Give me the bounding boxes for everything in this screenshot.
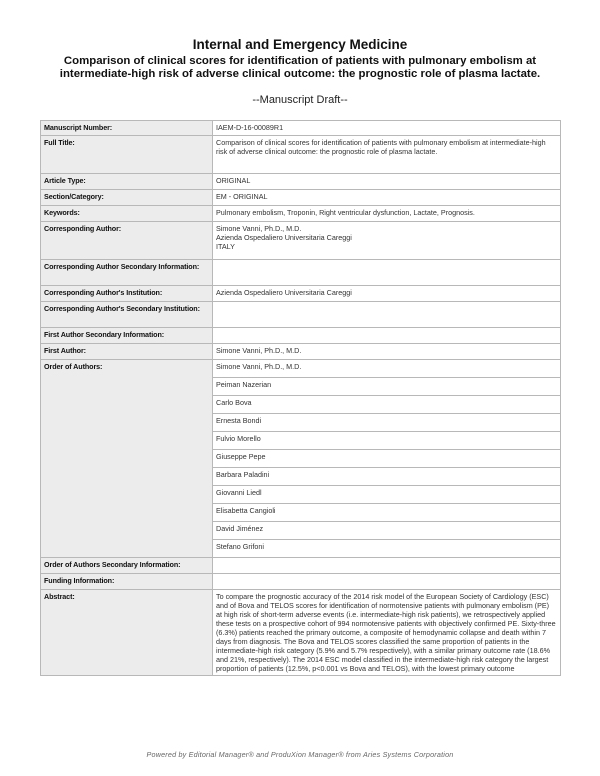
value-keywords: Pulmonary embolism, Troponin, Right ventricular dysfunction, Lactate, Prognosis. bbox=[213, 206, 561, 222]
author-name: Elisabetta Cangioli bbox=[213, 504, 561, 522]
row-first-author-secondary bbox=[41, 328, 561, 344]
value-manuscript-number: IAEM-D-16-00089R1 bbox=[213, 121, 561, 136]
label-order-of-authors: Order of Authors: bbox=[41, 360, 213, 558]
row-manuscript-number bbox=[41, 121, 561, 136]
label-corr-secondary: Corresponding Author Secondary Information: bbox=[41, 260, 213, 286]
submission-details-table bbox=[40, 120, 561, 676]
row-section bbox=[41, 190, 561, 206]
row-first-author bbox=[41, 344, 561, 360]
label-manuscript-number: Manuscript Number: bbox=[41, 121, 213, 136]
author-name: Giuseppe Pepe bbox=[213, 450, 561, 468]
author-name: Stefano Grifoni bbox=[213, 540, 561, 558]
label-order-secondary: Order of Authors Secondary Information: bbox=[41, 558, 213, 574]
author-name: Simone Vanni, Ph.D., M.D. bbox=[213, 360, 561, 378]
label-corr-institution: Corresponding Author's Institution: bbox=[41, 286, 213, 302]
label-first-author-secondary: First Author Secondary Information: bbox=[41, 328, 213, 344]
author-name: David Jiménez bbox=[213, 522, 561, 540]
label-abstract: Abstract: bbox=[41, 590, 213, 676]
value-funding bbox=[213, 574, 561, 590]
value-corr-secondary bbox=[213, 260, 561, 286]
label-first-author: First Author: bbox=[41, 344, 213, 360]
label-keywords: Keywords: bbox=[41, 206, 213, 222]
journal-name: Internal and Emergency Medicine bbox=[192, 37, 408, 52]
corr-author-institution: Azienda Ospedaliero Universitaria Careggi bbox=[216, 233, 352, 242]
label-full-title: Full Title: bbox=[41, 136, 213, 174]
footer-credit: Powered by Editorial Manager® and ProduXion Manager® from Aries Systems Corporation bbox=[146, 750, 454, 759]
row-corr-secondary bbox=[41, 260, 561, 286]
value-corr-inst-secondary bbox=[213, 302, 561, 328]
row-full-title bbox=[41, 136, 561, 174]
label-article-type: Article Type: bbox=[41, 174, 213, 190]
row-corresponding-author bbox=[41, 222, 561, 260]
label-corr-inst-secondary: Corresponding Author's Secondary Institution: bbox=[41, 302, 213, 328]
corr-author-name: Simone Vanni, Ph.D., M.D. bbox=[216, 224, 302, 233]
corr-author-country: ITALY bbox=[216, 242, 235, 251]
value-article-type: ORIGINAL bbox=[213, 174, 561, 190]
author-name: Fulvio Morello bbox=[213, 432, 561, 450]
label-section: Section/Category: bbox=[41, 190, 213, 206]
draft-label: --Manuscript Draft-- bbox=[252, 94, 348, 106]
value-order-secondary bbox=[213, 558, 561, 574]
value-first-author: Simone Vanni, Ph.D., M.D. bbox=[213, 344, 561, 360]
value-full-title: Comparison of clinical scores for identification of patients with pulmonary embolism at intermediate-high risk of adverse clinical outcome: the prognostic role of plasma lactate. bbox=[213, 136, 561, 174]
author-name: Barbara Paladini bbox=[213, 468, 561, 486]
row-order-secondary bbox=[41, 558, 561, 574]
value-corresponding-author bbox=[213, 222, 561, 260]
row-keywords bbox=[41, 206, 561, 222]
row-article-type bbox=[41, 174, 561, 190]
row-corr-institution bbox=[41, 286, 561, 302]
label-funding: Funding Information: bbox=[41, 574, 213, 590]
author-name: Ernesta Bondi bbox=[213, 414, 561, 432]
author-name: Giovanni Liedl bbox=[213, 486, 561, 504]
value-abstract: To compare the prognostic accuracy of the 2014 risk model of the European Society of Cardiology (ESC) and of Bova and TELOS scores for identification of normotensive patients with pulmonary embolism (PE) at high risk of short-term adverse events (i.e. intermediate-high risk patients), we retrospectively applied these tests on a prospective cohort of 994 normotensive patients with objectively confirmed PE. Sixty-three (6.3%) patients reached the primary outcome, a composite of hemodynamic collapse and death within 7 days from diagnosis. The Bova and TELOS scores classified the same proportion of patients in the intermediate-high risk category (5.9% and 5.7% respectively), with a similar primary outcome rate (18.6% and 21%, respectively). The 2014 ESC model classified in the intermediate-high risk category the largest proportion of patients (12.5%, p<0.001 vs Bova and TELOS), with the lowest primary outcome bbox=[213, 590, 561, 676]
label-corresponding-author: Corresponding Author: bbox=[41, 222, 213, 260]
row-corr-inst-secondary bbox=[41, 302, 561, 328]
value-section: EM - ORIGINAL bbox=[213, 190, 561, 206]
row-funding bbox=[41, 574, 561, 590]
value-corr-institution: Azienda Ospedaliero Universitaria Careggi bbox=[213, 286, 561, 302]
row-abstract bbox=[41, 590, 561, 676]
manuscript-title: Comparison of clinical scores for identification of patients with pulmonary embolism at intermediate-high risk of adverse clinical outcome: the prognostic role of plasma lactate. bbox=[59, 55, 541, 80]
value-first-author-secondary bbox=[213, 328, 561, 344]
row-order-of-authors bbox=[41, 360, 561, 378]
author-name: Peiman Nazerian bbox=[213, 378, 561, 396]
author-name: Carlo Bova bbox=[213, 396, 561, 414]
